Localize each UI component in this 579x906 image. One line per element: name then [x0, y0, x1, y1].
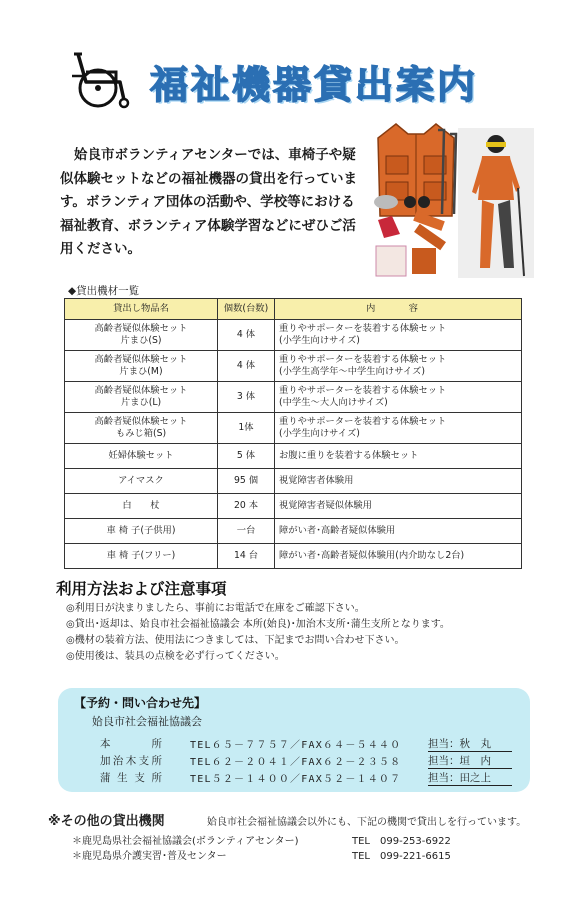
table-row — [65, 444, 522, 469]
other-lender-name: ＊鹿児島県介護実習･普及センター — [72, 851, 227, 862]
item-name: 高齢者疑似体験セット — [94, 323, 188, 334]
usage-heading: 利用方法および注意事項 — [56, 580, 227, 598]
item-description-sub: (中学生～大人向けサイズ) — [279, 397, 388, 408]
item-name-cell — [65, 351, 218, 382]
branch-row-kajiki — [100, 753, 510, 769]
branch-row-kamou — [100, 770, 510, 786]
item-description: 障がい者･高齢者疑似体験用 — [275, 519, 522, 544]
contact-title: 【予約・問い合わせ先】 — [74, 696, 207, 710]
item-name-sub: 片まひ(L) — [120, 397, 162, 408]
usage-note: ◎貸出･返却は、姶良市社会福祉協議会 本所(始良)･加治木支所･蒲生支所となります。 — [66, 619, 450, 630]
person-wearing-simulation-suit-photo — [458, 128, 534, 278]
other-lender-phone: TEL 099-253-6922 — [352, 836, 451, 847]
branch-row-main — [100, 736, 510, 752]
item-name-cell — [65, 413, 218, 444]
usage-note: ◎機材の装着方法、使用法につきましては、下記までお問い合わせ下さい。 — [66, 635, 405, 646]
item-description: 視覚障害者体験用 — [275, 469, 522, 494]
item-description: お腹に重りを装着する体験セット — [275, 444, 522, 469]
item-description-sub: (小学生向けサイズ) — [279, 428, 360, 439]
item-name: 高齢者疑似体験セット — [94, 354, 188, 365]
column-header-item: 貸出し物品名 — [65, 299, 218, 320]
item-name: 妊婦体験セット — [65, 444, 218, 469]
item-description: 重りやサポーターを装着する体験セット — [279, 354, 447, 365]
item-name: 高齢者疑似体験セット — [94, 385, 188, 396]
item-count: 1体 — [218, 413, 275, 444]
usage-note: ◎使用後は、装具の点検を必ず行ってください。 — [66, 651, 285, 662]
item-description-cell — [275, 413, 522, 444]
other-lender-phone: TEL 099-221-6615 — [352, 851, 451, 862]
other-lender-name: ＊鹿児島県社会福祉協議会(ボランティアセンター) — [72, 836, 299, 847]
equipment-table — [64, 298, 522, 569]
item-count: 4 体 — [218, 351, 275, 382]
table-row — [65, 469, 522, 494]
item-description-cell — [275, 351, 522, 382]
item-name: アイマスク — [65, 469, 218, 494]
table-row — [65, 351, 522, 382]
item-name: 車 椅 子(子供用) — [65, 519, 218, 544]
table-header-row — [65, 299, 522, 320]
contact-organization: 姶良市社会福祉協議会 — [92, 715, 202, 728]
item-count: 一台 — [218, 519, 275, 544]
table-row — [65, 494, 522, 519]
item-name: 高齢者疑似体験セット — [94, 416, 188, 427]
item-name-sub: もみじ箱(S) — [115, 428, 167, 439]
table-row — [65, 320, 522, 351]
equipment-items-photo — [370, 190, 454, 280]
item-count: 95 個 — [218, 469, 275, 494]
item-description: 重りやサポーターを装着する体験セット — [279, 323, 447, 334]
item-count: 14 台 — [218, 544, 275, 569]
branch-phone-fax: TEL６２－２０４１／FAX６２－２３５８ — [190, 757, 402, 768]
page-title: 福祉機器貸出案内 — [150, 63, 479, 107]
item-name-cell — [65, 320, 218, 351]
item-name-sub: 片まひ(M) — [119, 366, 163, 377]
wheelchair-icon — [64, 48, 136, 110]
item-description-sub: (小学生向けサイズ) — [279, 335, 360, 346]
item-description: 重りやサポーターを装着する体験セット — [279, 416, 447, 427]
branch-phone-fax: TEL５２－１４００／FAX５２－１４０７ — [190, 774, 402, 785]
column-header-count: 個数(台数) — [218, 299, 275, 320]
usage-note: ◎利用日が決まりましたら、事前にお電話で在庫をご確認下さい。 — [66, 603, 365, 614]
column-header-description: 内 容 — [275, 299, 522, 320]
table-row — [65, 413, 522, 444]
other-lender-row — [72, 847, 492, 862]
table-row — [65, 544, 522, 569]
item-name-sub: 片まひ(S) — [120, 335, 162, 346]
item-count: 4 体 — [218, 320, 275, 351]
other-lenders-description: 姶良市社会福祉協議会以外にも、下記の機関で貸出しを行っています。 — [207, 817, 527, 828]
branch-contact-person: 担当：垣 内 — [428, 753, 512, 769]
item-description-cell — [275, 382, 522, 413]
item-name-cell — [65, 382, 218, 413]
intro-text: 姶良市ボランティアセンターでは、車椅子や疑似体験セットなどの福祉機器の貸出を行っています。ボランティア団体の活動や、学校等における福祉教育、ボランティア体験学習などにぜひご活用ください。 — [60, 147, 357, 257]
table-caption: ◆貸出機材一覧 — [68, 285, 140, 297]
item-count: 3 体 — [218, 382, 275, 413]
branch-contact-person: 担当：田之上 — [428, 770, 512, 786]
other-lender-row — [72, 832, 492, 847]
item-name: 車 椅 子(フリー) — [65, 544, 218, 569]
item-description-cell — [275, 320, 522, 351]
branch-phone-fax: TEL６５－７７５７／FAX６４－５４４０ — [190, 740, 402, 751]
item-count: 5 体 — [218, 444, 275, 469]
branch-name: 本 所 — [100, 738, 162, 750]
item-name: 白 杖 — [65, 494, 218, 519]
table-row — [65, 519, 522, 544]
item-description: 重りやサポーターを装着する体験セット — [279, 385, 447, 396]
usage-notes-list — [66, 601, 536, 665]
item-description: 障がい者･高齢者疑似体験用(内介助なし2台) — [275, 544, 522, 569]
item-description: 視覚障害者疑似体験用 — [275, 494, 522, 519]
other-lenders-heading: ※その他の貸出機関 — [48, 814, 165, 829]
branch-name: 加治木支所 — [100, 755, 162, 767]
item-description-sub: (小学生高学年～中学生向けサイズ) — [279, 366, 425, 377]
item-count: 20 本 — [218, 494, 275, 519]
branch-contact-person: 担当：秋 丸 — [428, 736, 512, 752]
branch-name: 蒲生支所 — [100, 772, 162, 784]
table-row — [65, 382, 522, 413]
